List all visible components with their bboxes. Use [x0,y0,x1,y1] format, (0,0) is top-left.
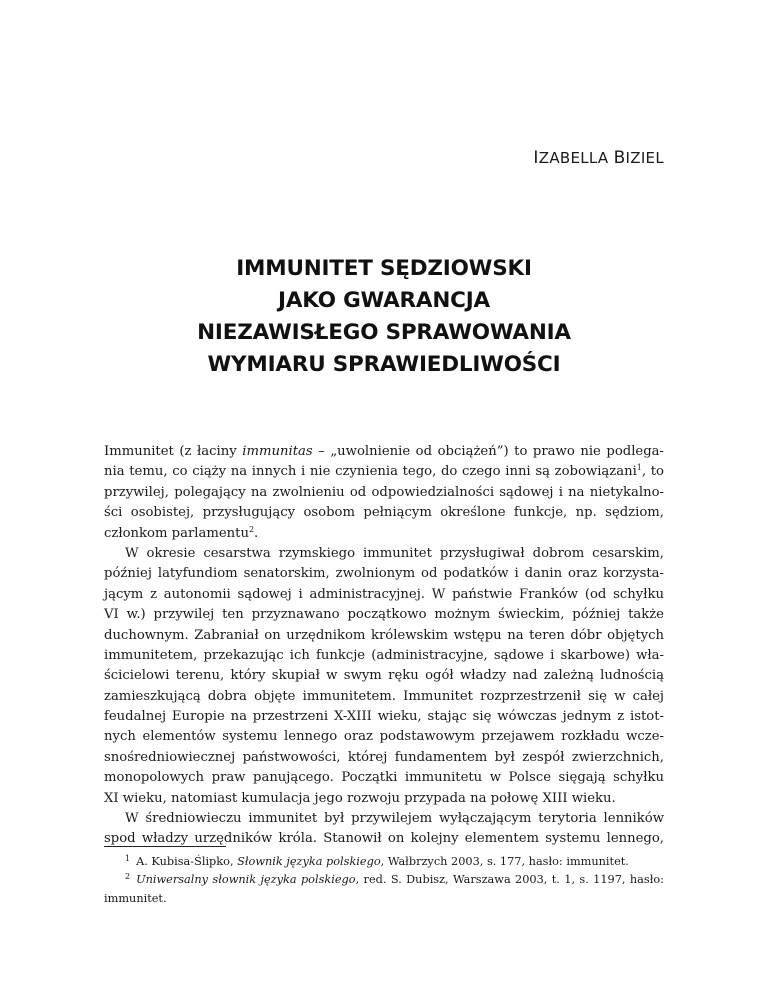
title-line: IMMUNITET SĘDZIOWSKI [236,256,532,281]
footnote-1: $^1$ A. Kubisa-Ślipko, Słownik języka polskiego, Wałbrzych 2003, s. 177, hasło: immunitet. [125,854,629,868]
paragraph-3-line: W średniowieczu immunitet był przywilejem wyłączającym terytoria lenników [125,811,664,827]
footnote-ref-2[interactable]: 2 [248,524,255,534]
paragraph-2-line: immunitetem, przekazując ich funkcje (administracyjne, sądowe i skarbowe) wła- [104,647,664,663]
footnote-number: 1 [125,854,131,863]
paragraph-3-line: spod władzy urzędników króla. Stanowił on kolejny elementem systemu lennego, [104,831,664,847]
paragraph-1-line: przywilej, polegający na zwolnieniu od odpowiedzialności sądowej i na nietykalno- [104,484,664,500]
title-line: NIEZAWISŁEGO SPRAWOWANIA [197,320,571,345]
paragraph-2-line: feudalnej Europie na przestrzeni X-XIII wieku, stając się wówczas jednym z istot- [104,709,664,725]
paragraph-1-line: Immunitet (z łaciny immunitas – „uwolnienie od obciążeń”) to prawo nie podlega- [104,444,664,459]
paragraph-2-line: duchownym. Zabraniał on urzędnikom królewskim wstępu na teren dóbr objętych [104,627,664,643]
article-title [104,253,664,381]
paragraph-2-line: VI w.) przywilej ten przyznawano początkowo możnym świeckim, później także [104,607,664,623]
paragraph-2-line: XI wieku, natomiast kumulacja jego rozwoju przypada na połowę XIII wieku. [104,790,616,806]
paragraph-2-line: później latyfundiom senatorskim, zwolnionym od podatków i danin oraz korzysta- [104,566,664,582]
paragraph-1-line: nia temu, co ciąży na innych i nie czynienia tego, do czego inni są zobowiązani$^1$, to [104,463,664,480]
paragraph-2-line: monopolowych praw panującego. Początki immunitetu w Polsce sięgają schyłku [104,770,664,786]
footnote-number: 2 [125,872,131,882]
body-text [104,442,664,850]
title-line: WYMIARU SPRAWIEDLIWOŚCI [207,352,561,377]
footnote-ref-1[interactable]: 1 [636,463,642,473]
paragraph-2-line: W okresie cesarstwa rzymskiego immunitet przysługiwał dobrom cesarskim, [125,545,664,561]
paragraph-2-line: jącym z autonomii sądowej i administracyjnej. W państwie Franków (od schyłku [104,586,664,602]
footnote-separator [104,846,226,847]
paragraph-2-line: zamieszkującą dobra objęte immunitetem. Immunitet rozprzestrzenił się w całej [104,688,664,704]
footnote-2: $^2$ Uniwersalny słownik języka polskiego, red. S. Dubisz, Warszawa 2003, t. 1, s. 1197, hasło: immunitet. [104,872,664,905]
paragraph-2-line: snośredniowiecznej państwowości, której fundamentem był zespół zwierzchnich, [104,749,664,765]
title-line: JAKO GWARANCJA [278,288,490,313]
paragraph-1-line: ści osobistej, przysługujący osobom pełniącym określone funkcje, np. sędziom, [104,505,664,521]
paragraph-2-line: ścicielowi terenu, który skupiał w swym ręku ogół władzy nad zależną ludnością [104,668,664,684]
paragraph-2-line: nych elementów systemu lennego oraz podstawowym przejawem rozkładu wcze- [104,729,664,745]
paragraph-1-line: członkom parlamentu$^2$. [104,524,259,541]
author-name: IZABELLA BIZIEL [533,148,664,168]
footnotes [104,853,664,908]
